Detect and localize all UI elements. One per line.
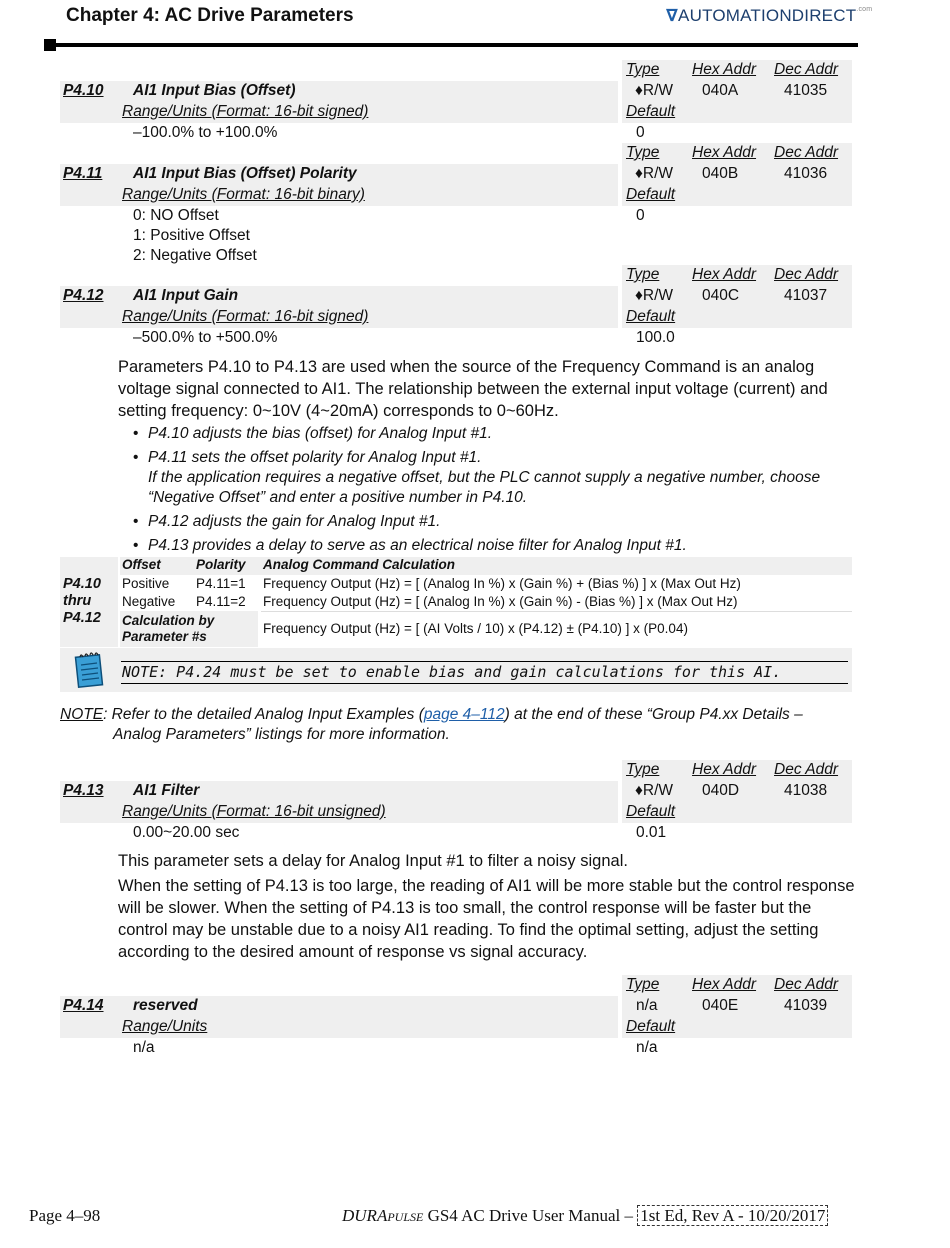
- param-hex: 040C: [702, 287, 740, 304]
- default-value: n/a: [636, 1039, 658, 1056]
- param-hex: 040A: [702, 82, 739, 99]
- calc-head-calculation: Analog Command Calculation: [263, 557, 456, 572]
- range-label: Range/Units: [122, 1018, 208, 1035]
- range-label: Range/Units (Format: 16-bit unsigned): [122, 803, 386, 820]
- col-head-dec: Dec Addr: [774, 61, 839, 78]
- param-dec: 41036: [784, 165, 828, 182]
- calc-polarity: P4.11=1: [196, 576, 246, 591]
- calculation-table: [60, 557, 852, 647]
- param-id: P4.11: [63, 165, 103, 182]
- calc-formula: Frequency Output (Hz) = [ (AI Volts / 10) x (P4.12) ± (P4.10) ] x (P0.04): [263, 621, 688, 636]
- param-id: P4.13: [63, 782, 104, 799]
- range-value: 1: Positive Offset: [133, 227, 250, 244]
- calc-formula: Frequency Output (Hz) = [ (Analog In %) x (Gain %) - (Bias %) ] x (Max Out Hz): [263, 594, 738, 609]
- calc-side-label: thru: [63, 593, 92, 609]
- default-value: 0: [636, 207, 645, 224]
- chapter-title: Chapter 4: AC Drive Parameters: [66, 5, 354, 26]
- col-head-dec: Dec Addr: [774, 976, 839, 993]
- bullet-item: • P4.13 provides a delay to serve as an electrical noise filter for Analog Input #1.: [133, 536, 863, 556]
- param-name: reserved: [133, 997, 198, 1014]
- notepad-icon: [72, 651, 106, 689]
- param-name: AI1 Input Bias (Offset): [133, 82, 296, 99]
- note-text: NOTE: P4.24 must be set to enable bias and gain calculations for this AI.: [121, 661, 848, 684]
- col-head-dec: Dec Addr: [774, 761, 839, 778]
- param-dec: 41037: [784, 287, 828, 304]
- calc-side-label: P4.12: [63, 610, 101, 626]
- col-head-hex: Hex Addr: [692, 761, 757, 778]
- param-dec: 41038: [784, 782, 828, 799]
- range-value: n/a: [133, 1039, 155, 1056]
- col-head-hex: Hex Addr: [692, 266, 757, 283]
- col-head-dec: Dec Addr: [774, 266, 839, 283]
- default-value: 0.01: [636, 824, 667, 841]
- range-label: Range/Units (Format: 16-bit signed): [122, 308, 369, 325]
- col-head-hex: Hex Addr: [692, 144, 757, 161]
- calc-polarity: P4.11=2: [196, 594, 246, 609]
- page-link[interactable]: page 4–112: [423, 706, 505, 723]
- param-hex: 040B: [702, 165, 739, 182]
- param-type: ♦R/W: [635, 165, 674, 182]
- param-id: P4.12: [63, 287, 104, 304]
- calc-head-offset: Offset: [122, 557, 161, 572]
- header-rule: [46, 43, 858, 47]
- calc-by-label: Parameter #s: [122, 629, 207, 644]
- logo-v-icon: ∇: [666, 6, 679, 25]
- bullet-item: • P4.12 adjusts the gain for Analog Input #1.: [133, 512, 863, 532]
- calc-by-label: Calculation by: [122, 613, 215, 628]
- range-label: Range/Units (Format: 16-bit binary): [122, 186, 365, 203]
- param-id: P4.10: [63, 82, 104, 99]
- calc-side-label: P4.10: [63, 576, 101, 592]
- param-type: n/a: [636, 997, 658, 1014]
- param-id: P4.14: [63, 997, 104, 1014]
- default-label: Default: [626, 186, 676, 203]
- calc-offset: Negative: [122, 594, 176, 609]
- calc-head-polarity: Polarity: [196, 557, 246, 572]
- col-head-hex: Hex Addr: [692, 976, 757, 993]
- range-value: –500.0% to +500.0%: [133, 329, 278, 346]
- col-head-type: Type: [626, 266, 660, 283]
- param-name: AI1 Filter: [133, 782, 200, 799]
- range-value: –100.0% to +100.0%: [133, 124, 278, 141]
- col-head-dec: Dec Addr: [774, 144, 839, 161]
- bullet-item: • P4.10 adjusts the bias (offset) for Analog Input #1.: [133, 424, 863, 444]
- page-number: Page 4–98: [29, 1206, 101, 1225]
- param-dec: 41035: [784, 82, 828, 99]
- param-dec: 41039: [784, 997, 828, 1014]
- param-type: ♦R/W: [635, 782, 674, 799]
- manual-title: DURAPULSE GS4 AC Drive User Manual – 1st Ed, Rev A - 10/20/2017: [342, 1206, 828, 1226]
- default-value: 0: [636, 124, 645, 141]
- range-value: 0.00~20.00 sec: [133, 824, 240, 841]
- range-label: Range/Units (Format: 16-bit signed): [122, 103, 369, 120]
- col-head-type: Type: [626, 761, 660, 778]
- reference-note: NOTE: Refer to the detailed Analog Input Examples (page 4–112) at the end of these “Group P4.xx Details – Analog Parameters” listings for more information.: [60, 706, 803, 743]
- bullet-list: [133, 424, 863, 560]
- default-label: Default: [626, 803, 676, 820]
- default-label: Default: [626, 308, 676, 325]
- param-name: AI1 Input Bias (Offset) Polarity: [133, 165, 357, 182]
- range-value: 2: Negative Offset: [133, 247, 257, 264]
- col-head-type: Type: [626, 61, 660, 78]
- brand-logo: $\nabla AUTOMATIONDIRECT^{.com}$: [666, 6, 873, 25]
- description-paragraph: Parameters P4.10 to P4.13 are used when the source of the Frequency Command is an analog voltage signal connected to AI1. The relationship between the external input voltage (current) and setting frequency: 0~10V (4~20mA) corresponds to 0~60Hz.: [118, 358, 828, 420]
- col-head-hex: Hex Addr: [692, 61, 757, 78]
- revision-label: 1st Ed, Rev A - 10/20/2017: [637, 1205, 828, 1226]
- col-head-type: Type: [626, 976, 660, 993]
- param-hex: 040E: [702, 997, 739, 1014]
- bullet-item: • P4.11 sets the offset polarity for Analog Input #1. If the application requires a negative offset, but the PLC cannot supply a negative number, choose “Negative Offset” and enter a positive number in P4.10.: [133, 448, 863, 508]
- description-paragraph: This parameter sets a delay for Analog Input #1 to filter a noisy signal.: [118, 852, 628, 870]
- param-type: ♦R/W: [635, 287, 674, 304]
- param-hex: 040D: [702, 782, 740, 799]
- default-label: Default: [626, 103, 676, 120]
- default-label: Default: [626, 1018, 676, 1035]
- default-value: 100.0: [636, 329, 675, 346]
- param-name: AI1 Input Gain: [133, 287, 239, 304]
- calc-offset: Positive: [122, 576, 170, 591]
- col-head-type: Type: [626, 144, 660, 161]
- bullet-subtext: If the application requires a negative offset, but the PLC cannot supply a negative number, choose “Negative Offset” and enter a positive number in P4.10.: [148, 469, 821, 506]
- param-type: ♦R/W: [635, 82, 674, 99]
- calc-formula: Frequency Output (Hz) = [ (Analog In %) x (Gain %) + (Bias %) ] x (Max Out Hz): [263, 576, 741, 591]
- description-paragraph: When the setting of P4.13 is too large, the reading of AI1 will be more stable but the control response will be slower. When the setting of P4.13 is too small, the control response will be faster but the control may be unstable due to a noisy AI1 reading. To find the optimal setting, adjust the setting according to the desired amount of response vs signal accuracy.: [118, 877, 855, 961]
- range-value: 0: NO Offset: [133, 207, 219, 224]
